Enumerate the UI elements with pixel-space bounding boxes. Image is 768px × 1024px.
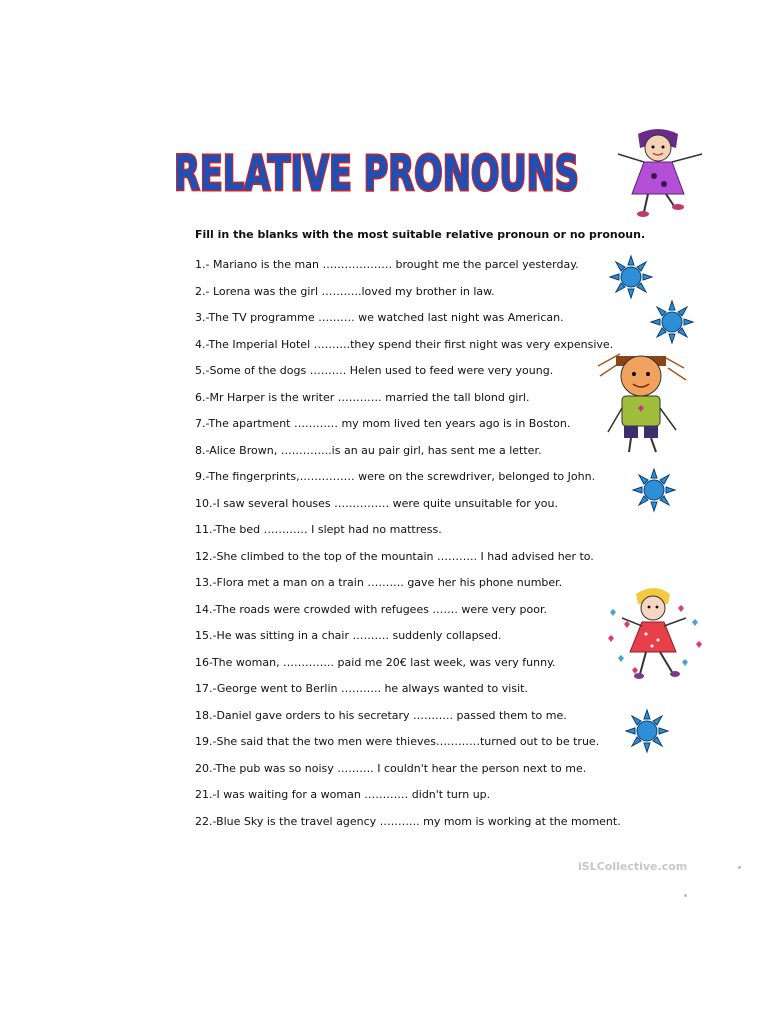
title-graphic — [170, 136, 590, 204]
cartoon-boy-icon — [596, 346, 688, 458]
sentence-item: 17.-George went to Berlin ……….. he always wanted to visit. — [195, 682, 528, 695]
sentence-item: 7.-The apartment ………… my mom lived ten years ago is in Boston. — [195, 417, 571, 430]
sun-icon — [609, 255, 653, 299]
speck-dot — [684, 894, 687, 897]
speck-dot — [738, 866, 741, 869]
sentence-item: 10.-I saw several houses …………… were quite unsuitable for you. — [195, 496, 558, 510]
sentence-item: 14.-The roads were crowded with refugees ……. were very poor. — [195, 602, 547, 616]
sentence-item: 20.-The pub was so noisy ………. I couldn't hear the person next to me. — [195, 761, 587, 775]
watermark-text: iSLCollective.com — [578, 860, 688, 873]
cartoon-girl-purple-dress-icon — [608, 126, 708, 226]
sentence-item: 21.-I was waiting for a woman ………… didn't turn up. — [195, 788, 491, 801]
sentence-item: 3.-The TV programme ………. we watched last night was American. — [195, 311, 564, 324]
title-text: RELATIVE PRONOUNS — [174, 146, 579, 202]
sentence-item: 13.-Flora met a man on a train ………. gave her his phone number. — [195, 576, 563, 589]
cartoon-girl-hearts-icon — [602, 582, 706, 686]
worksheet-title — [170, 136, 590, 204]
sun-icon — [625, 709, 669, 753]
instructions: Fill in the blanks with the most suitable relative pronoun or no pronoun. — [195, 228, 646, 241]
sentence-item: 8.-Alice Brown, …………..is an au pair girl, has sent me a letter. — [195, 443, 542, 457]
sentence-list — [195, 257, 621, 840]
sentence-item: 12.-She climbed to the top of the mountain ……….. I had advised her to. — [195, 549, 594, 563]
sentence-item: 16-The woman, ………….. paid me 20€ last week, was very funny. — [195, 655, 556, 669]
sentence-item: 4.-The Imperial Hotel ……….they spend their first night was very expensive. — [195, 337, 614, 351]
sun-icon — [632, 468, 676, 512]
sentence-item: 9.-The fingerprints,…………… were on the screwdriver, belonged to John. — [195, 470, 596, 483]
sentence-item: 22.-Blue Sky is the travel agency ……….. my mom is working at the moment. — [195, 814, 621, 828]
sentence-item: 6.-Mr Harper is the writer ………… married the tall blond girl. — [195, 390, 530, 404]
sentence-item: 2.- Lorena was the girl ………..loved my brother in law. — [195, 284, 495, 298]
sentence-item: 15.-He was sitting in a chair ………. suddenly collapsed. — [195, 629, 502, 642]
sentence-item: 18.-Daniel gave orders to his secretary ……….. passed them to me. — [195, 708, 567, 722]
sentence-item: 1.- Mariano is the man ………………. brought me the parcel yesterday. — [195, 258, 579, 271]
sentence-item: 11.-The bed ………… I slept had no mattress. — [195, 523, 442, 536]
sentence-item: 19.-She said that the two men were thieves…………turned out to be true. — [195, 735, 600, 748]
sentence-item: 5.-Some of the dogs ………. Helen used to feed were very young. — [195, 364, 554, 377]
sun-icon — [650, 300, 694, 344]
